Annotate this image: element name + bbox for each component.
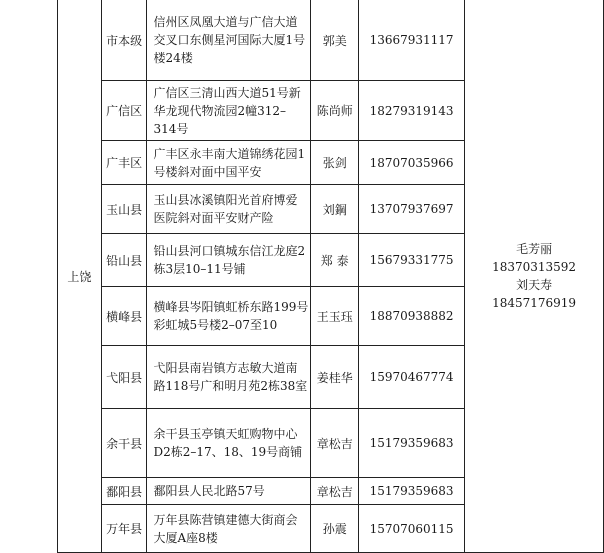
address-cell: 信州区凤凰大道与广信大道交叉口东侧星河国际大厦1号楼24楼: [147, 0, 311, 81]
phone-cell: 13667931117: [359, 0, 465, 81]
address-cell: 玉山县冰溪镇阳光首府博爱医院斜对面平安财产险: [147, 185, 311, 234]
responsible-name-2: 刘天寿: [516, 278, 553, 292]
city-cell: 上饶: [58, 0, 102, 553]
responsible-name-1: 毛芳丽: [516, 242, 553, 256]
responsible-cell: [465, 0, 604, 553]
phone-cell: 18707035966: [359, 141, 465, 185]
responsible-phone-2: 18457176919: [492, 296, 577, 310]
contact-cell: 郑 泰: [311, 234, 359, 287]
branch-contact-table: [57, 0, 604, 553]
county-cell: 广信区: [101, 81, 147, 141]
address-cell: 余干县玉亭镇天虹购物中心D2栋2–17、18、19号商铺: [147, 409, 311, 478]
address-cell: 横峰县岑阳镇虹桥东路199号彩虹城5号楼2–07至10: [147, 287, 311, 346]
phone-cell: 15707060115: [359, 505, 465, 553]
contact-cell: 张剑: [311, 141, 359, 185]
contact-cell: 孙震: [311, 505, 359, 553]
responsible-phone-1: 18370313592: [492, 260, 577, 274]
phone-cell: 18870938882: [359, 287, 465, 346]
county-cell: 万年县: [101, 505, 147, 553]
contact-cell: 陈尚师: [311, 81, 359, 141]
address-cell: 广丰区永丰南大道锦绣花园1号楼斜对面中国平安: [147, 141, 311, 185]
county-cell: 鄱阳县: [101, 478, 147, 505]
address-cell: 万年县陈营镇建德大街商会大厦A座8楼: [147, 505, 311, 553]
contact-cell: 章松吉: [311, 478, 359, 505]
phone-cell: 15679331775: [359, 234, 465, 287]
county-cell: 弋阳县: [101, 346, 147, 409]
contact-cell: 王玉珏: [311, 287, 359, 346]
county-cell: 横峰县: [101, 287, 147, 346]
county-cell: 市本级: [101, 0, 147, 81]
address-cell: 鄱阳县人民北路57号: [147, 478, 311, 505]
contact-cell: 章松吉: [311, 409, 359, 478]
contact-cell: 郭美: [311, 0, 359, 81]
address-cell: 弋阳县南岩镇方志敏大道南路118号广和明月苑2栋38室: [147, 346, 311, 409]
county-cell: 广丰区: [101, 141, 147, 185]
phone-cell: 15179359683: [359, 478, 465, 505]
phone-cell: 13707937697: [359, 185, 465, 234]
table-row: [58, 0, 604, 81]
address-cell: 广信区三清山西大道51号新华龙现代物流园2幢312–314号: [147, 81, 311, 141]
county-cell: 铅山县: [101, 234, 147, 287]
phone-cell: 18279319143: [359, 81, 465, 141]
phone-cell: 15970467774: [359, 346, 465, 409]
address-cell: 铅山县河口镇城东信江龙庭2栋3层10–11号铺: [147, 234, 311, 287]
county-cell: 余干县: [101, 409, 147, 478]
contact-cell: 姜桂华: [311, 346, 359, 409]
contact-cell: 刘鋼: [311, 185, 359, 234]
county-cell: 玉山县: [101, 185, 147, 234]
phone-cell: 15179359683: [359, 409, 465, 478]
